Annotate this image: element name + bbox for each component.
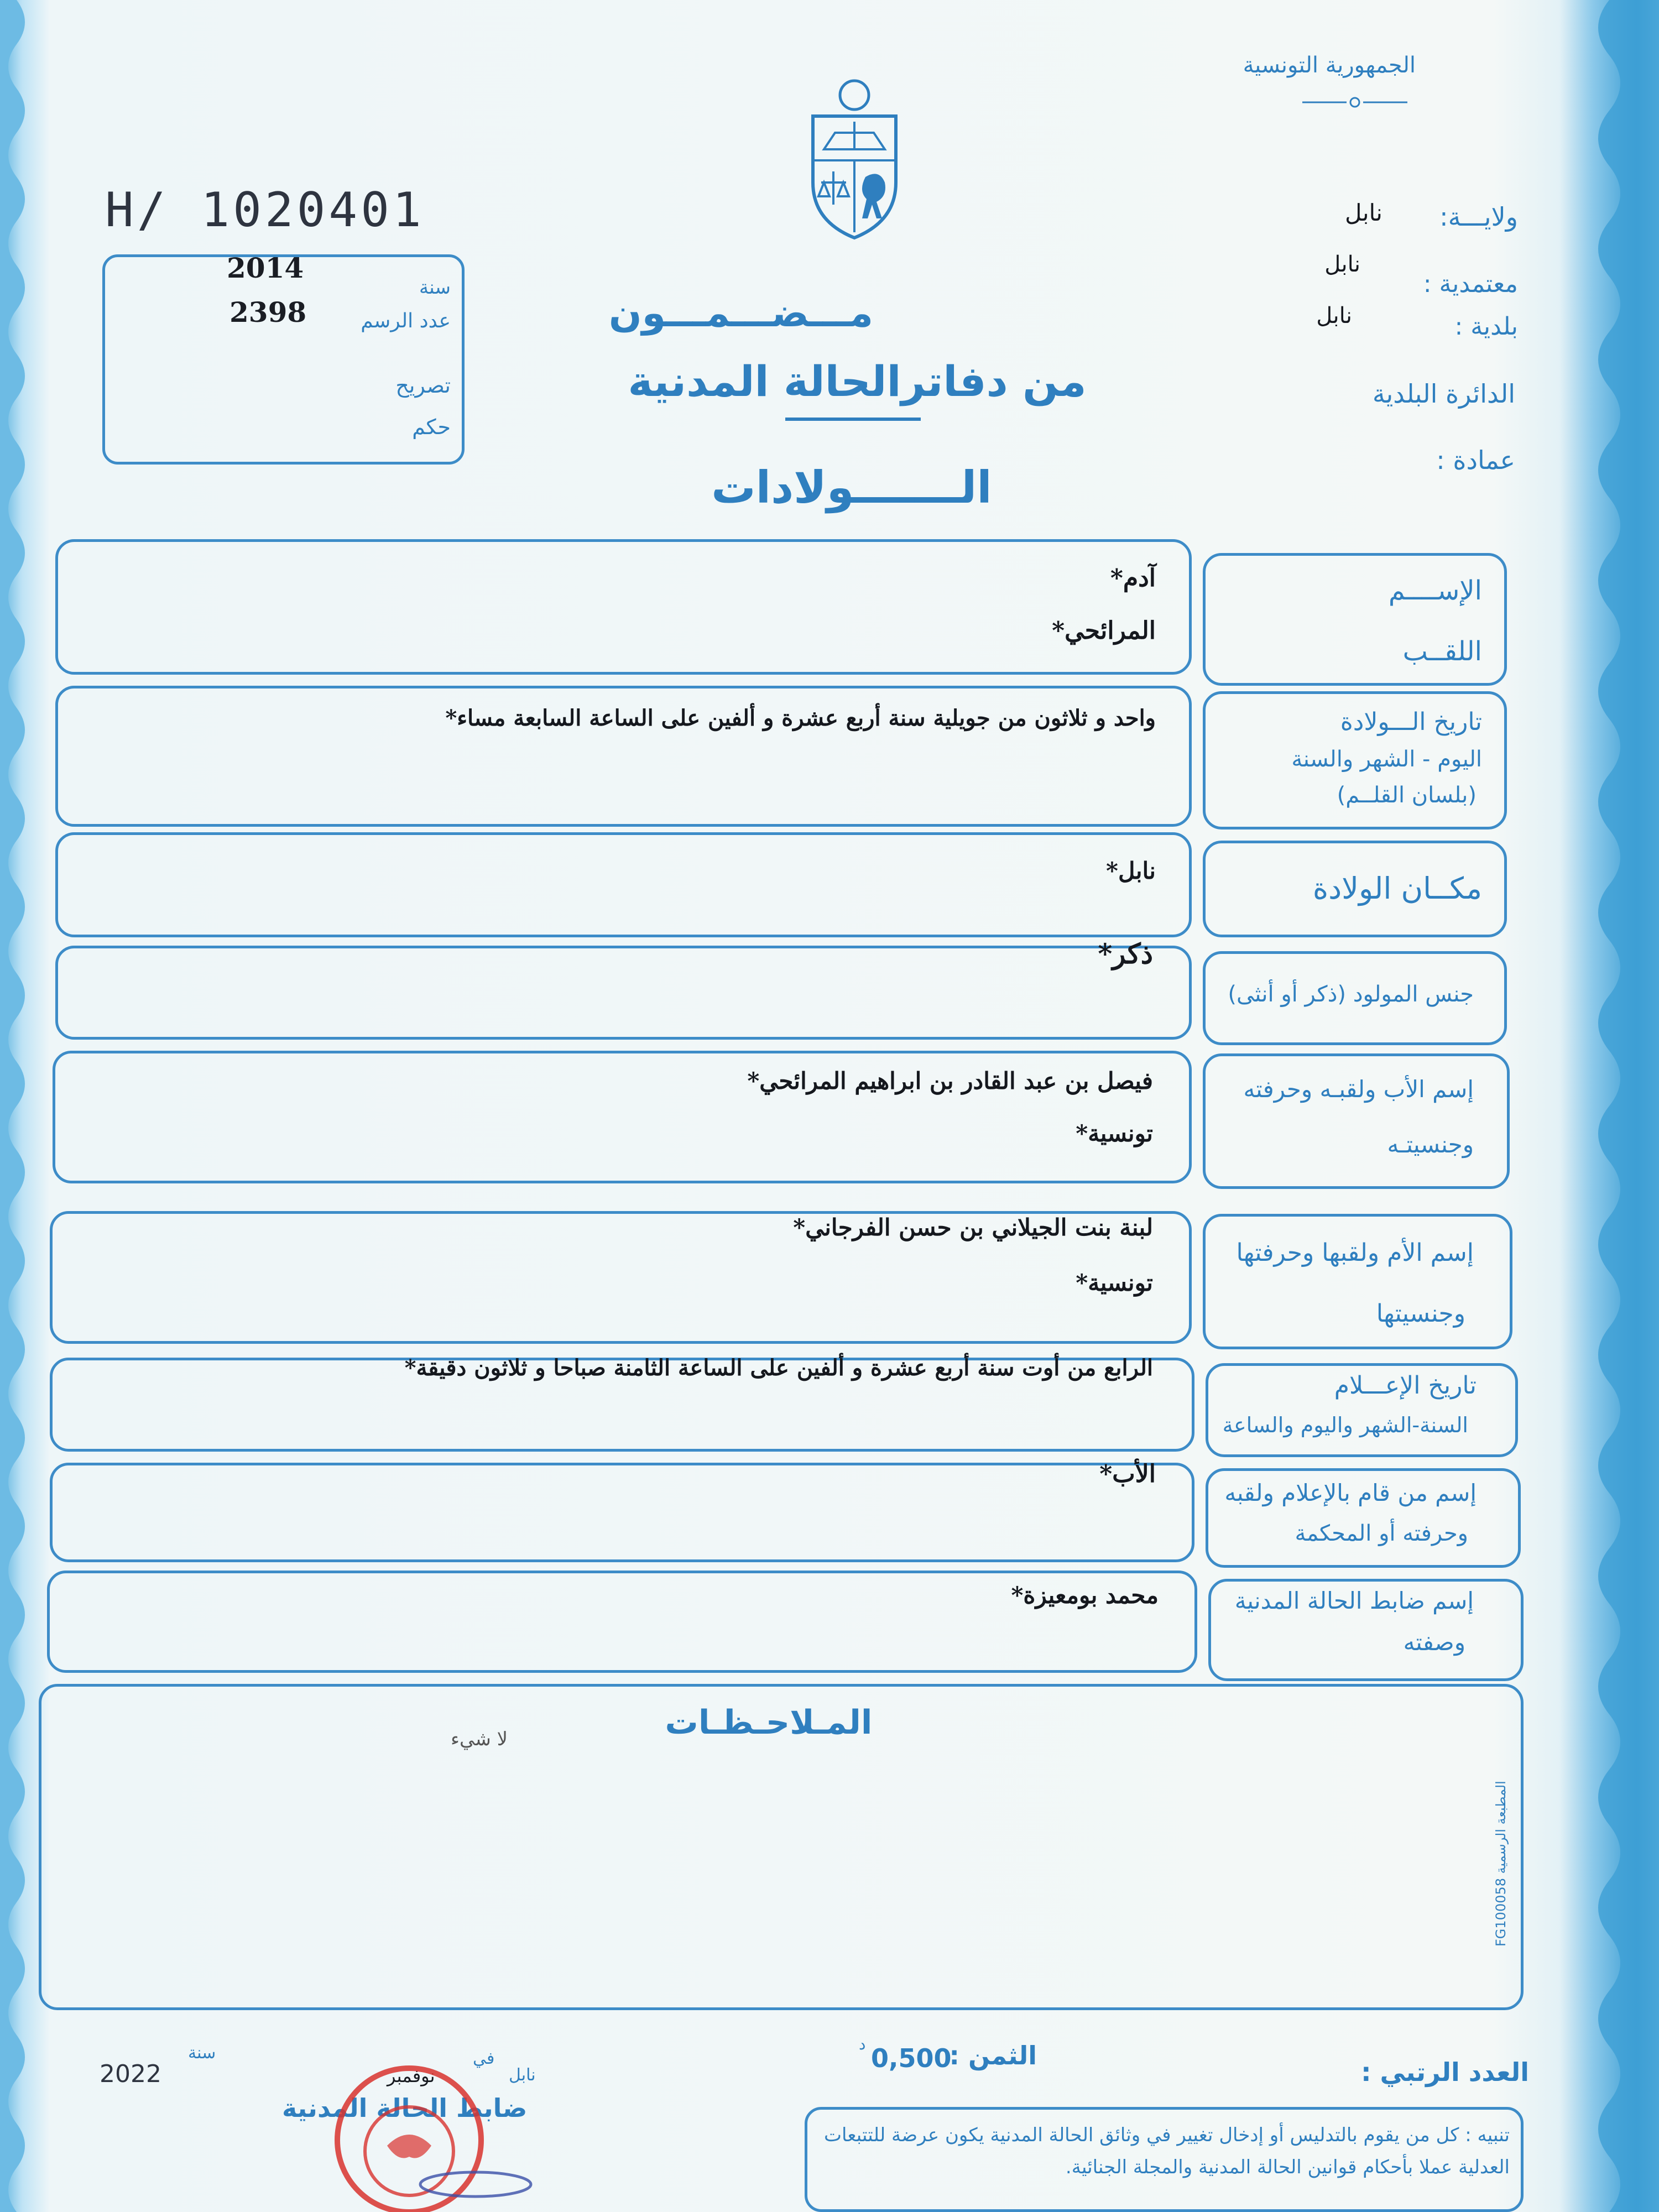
municipality-label: بلدية :	[1454, 312, 1518, 341]
row-0-label-1: الإســــم	[1388, 575, 1482, 606]
registry-declaration-label: تصريح	[395, 373, 451, 398]
price-value: 0,500	[871, 2043, 952, 2073]
printer-mark: المطبعة الرسمية FG100058	[1493, 1781, 1509, 1947]
row-1-value-1: واحد و ثلاثون من جويلية سنة أربع عشرة و ألفين على الساعة السابعة مساء*	[445, 705, 1156, 731]
issue-year-label: سنة	[188, 2043, 216, 2063]
row-1-label-3: (بلسان القلــم)	[1337, 782, 1477, 808]
row-8-label-1: إسم ضابط الحالة المدنية	[1234, 1587, 1474, 1614]
row-1-label-2: اليوم - الشهر والسنة	[1291, 747, 1482, 772]
title-underline	[785, 418, 921, 421]
row-4-label-box	[1203, 1053, 1510, 1189]
serial-number: H/ 1020401	[105, 182, 425, 238]
row-4-value-1: فيصل بن عبد القادر بن ابراهيم المرائحي*	[747, 1067, 1153, 1094]
row-7-value-box	[50, 1463, 1194, 1562]
row-4-label-1: إسم الأب ولقبـه وحرفته	[1243, 1076, 1474, 1103]
registry-judgment-label: حكم	[412, 415, 451, 439]
document-title-line1: مـــضـــمـــون	[608, 290, 874, 336]
issue-year-value: 2022	[100, 2060, 161, 2088]
price-label: الثمن :	[949, 2041, 1037, 2070]
document-title-line2: من دفاترالحالة المدنية	[628, 357, 1087, 406]
remarks-title: المـلاحـظـات	[665, 1703, 873, 1742]
registry-act-number-label: عدد الرسم	[361, 310, 451, 332]
left-wave-border	[0, 0, 39, 2212]
officer-title: ضابط الحالة المدنية	[282, 2093, 528, 2123]
row-7-label-2: وحرفته أو المحكمة	[1295, 1521, 1468, 1546]
issue-date-fragment: نوفمبر	[387, 2065, 435, 2086]
row-6-label-2: السنة-الشهر واليوم والساعة	[1222, 1413, 1468, 1437]
row-4-value-2: تونسية*	[1076, 1120, 1153, 1147]
delegation-label: معتمدية :	[1423, 270, 1518, 298]
row-5-label-box	[1203, 1214, 1512, 1349]
registry-box	[102, 254, 465, 465]
row-5-label-1: إسم الأم ولقبها وحرفتها	[1236, 1239, 1474, 1267]
municipal-circle-label: الدائرة البلدية	[1372, 379, 1515, 409]
row-3-label-1: جنس المولود (ذكر أو أنثى)	[1228, 982, 1474, 1007]
price-unit: د	[859, 2035, 866, 2053]
row-0-value-box	[55, 539, 1192, 675]
row-8-label-2: وصفته	[1403, 1629, 1465, 1656]
registry-act-number-value: 2398	[229, 296, 307, 328]
issue-in-label: في	[473, 2049, 495, 2068]
tunisia-coat-of-arms-icon	[796, 72, 912, 243]
wilaya-label: ولايـــة:	[1439, 202, 1518, 232]
delegation-value: نابل	[1324, 252, 1360, 277]
issue-place-label: نابل	[509, 2065, 536, 2085]
official-stamp-icon	[332, 2046, 542, 2212]
row-2-label-1: مكــان الولادة	[1312, 871, 1482, 906]
births-section-title: الـــــــولادات	[711, 462, 992, 513]
municipality-value: نابل	[1316, 303, 1352, 328]
row-1-label-1: تاريخ الـــولادة	[1340, 708, 1482, 736]
row-4-label-2: وجنسيتـه	[1387, 1131, 1474, 1158]
row-0-value-2: المرائحي*	[1052, 617, 1156, 645]
republic-ornament-icon	[1300, 94, 1410, 111]
row-5-value-2: تونسية*	[1076, 1269, 1153, 1296]
wilaya-value: نابل	[1345, 199, 1383, 226]
row-2-value-box	[55, 832, 1192, 937]
row-3-value-box	[55, 946, 1192, 1040]
registry-year-value: 2014	[227, 252, 304, 284]
serial-order-label: العدد الرتبي :	[1361, 2057, 1529, 2087]
registry-year-label: سنة	[419, 276, 451, 299]
row-3-value-1: ذكر*	[1098, 937, 1153, 970]
row-5-value-1: لبنة بنت الجيلاني بن حسن الفرجاني*	[793, 1214, 1153, 1241]
row-7-label-1: إسم من قام بالإعلام ولقبه	[1224, 1479, 1477, 1506]
row-7-value-1: الأب*	[1099, 1460, 1156, 1488]
row-2-value-1: نابل*	[1106, 857, 1156, 884]
right-wave-border	[1576, 0, 1659, 2212]
row-0-label-2: اللقــب	[1402, 636, 1482, 667]
warning-text: تنبيه : كل من يقوم بالتدليس أو إدخال تغيير في وثائق الحالة المدنية يكون عرضة للتتبعات العدلية عملا بأحكام قوانين الحالة المدنية والمجلة الجنائية.	[824, 2124, 1510, 2178]
row-0-value-1: آدم*	[1110, 564, 1156, 592]
imada-label: عمادة :	[1436, 445, 1515, 475]
row-6-value-1: الرابع من أوت سنة أربع عشرة و ألفين على الساعة الثامنة صباحا و ثلاثون دقيقة*	[404, 1355, 1153, 1381]
row-5-label-2: وجنسيتها	[1376, 1300, 1465, 1328]
row-8-value-1: محمد بومعيزة*	[1011, 1582, 1159, 1609]
remarks-value: لا شيء	[451, 1728, 508, 1750]
republic-label: الجمهورية التونسية	[1243, 53, 1416, 78]
row-6-label-1: تاريخ الإعـــلام	[1334, 1371, 1477, 1400]
